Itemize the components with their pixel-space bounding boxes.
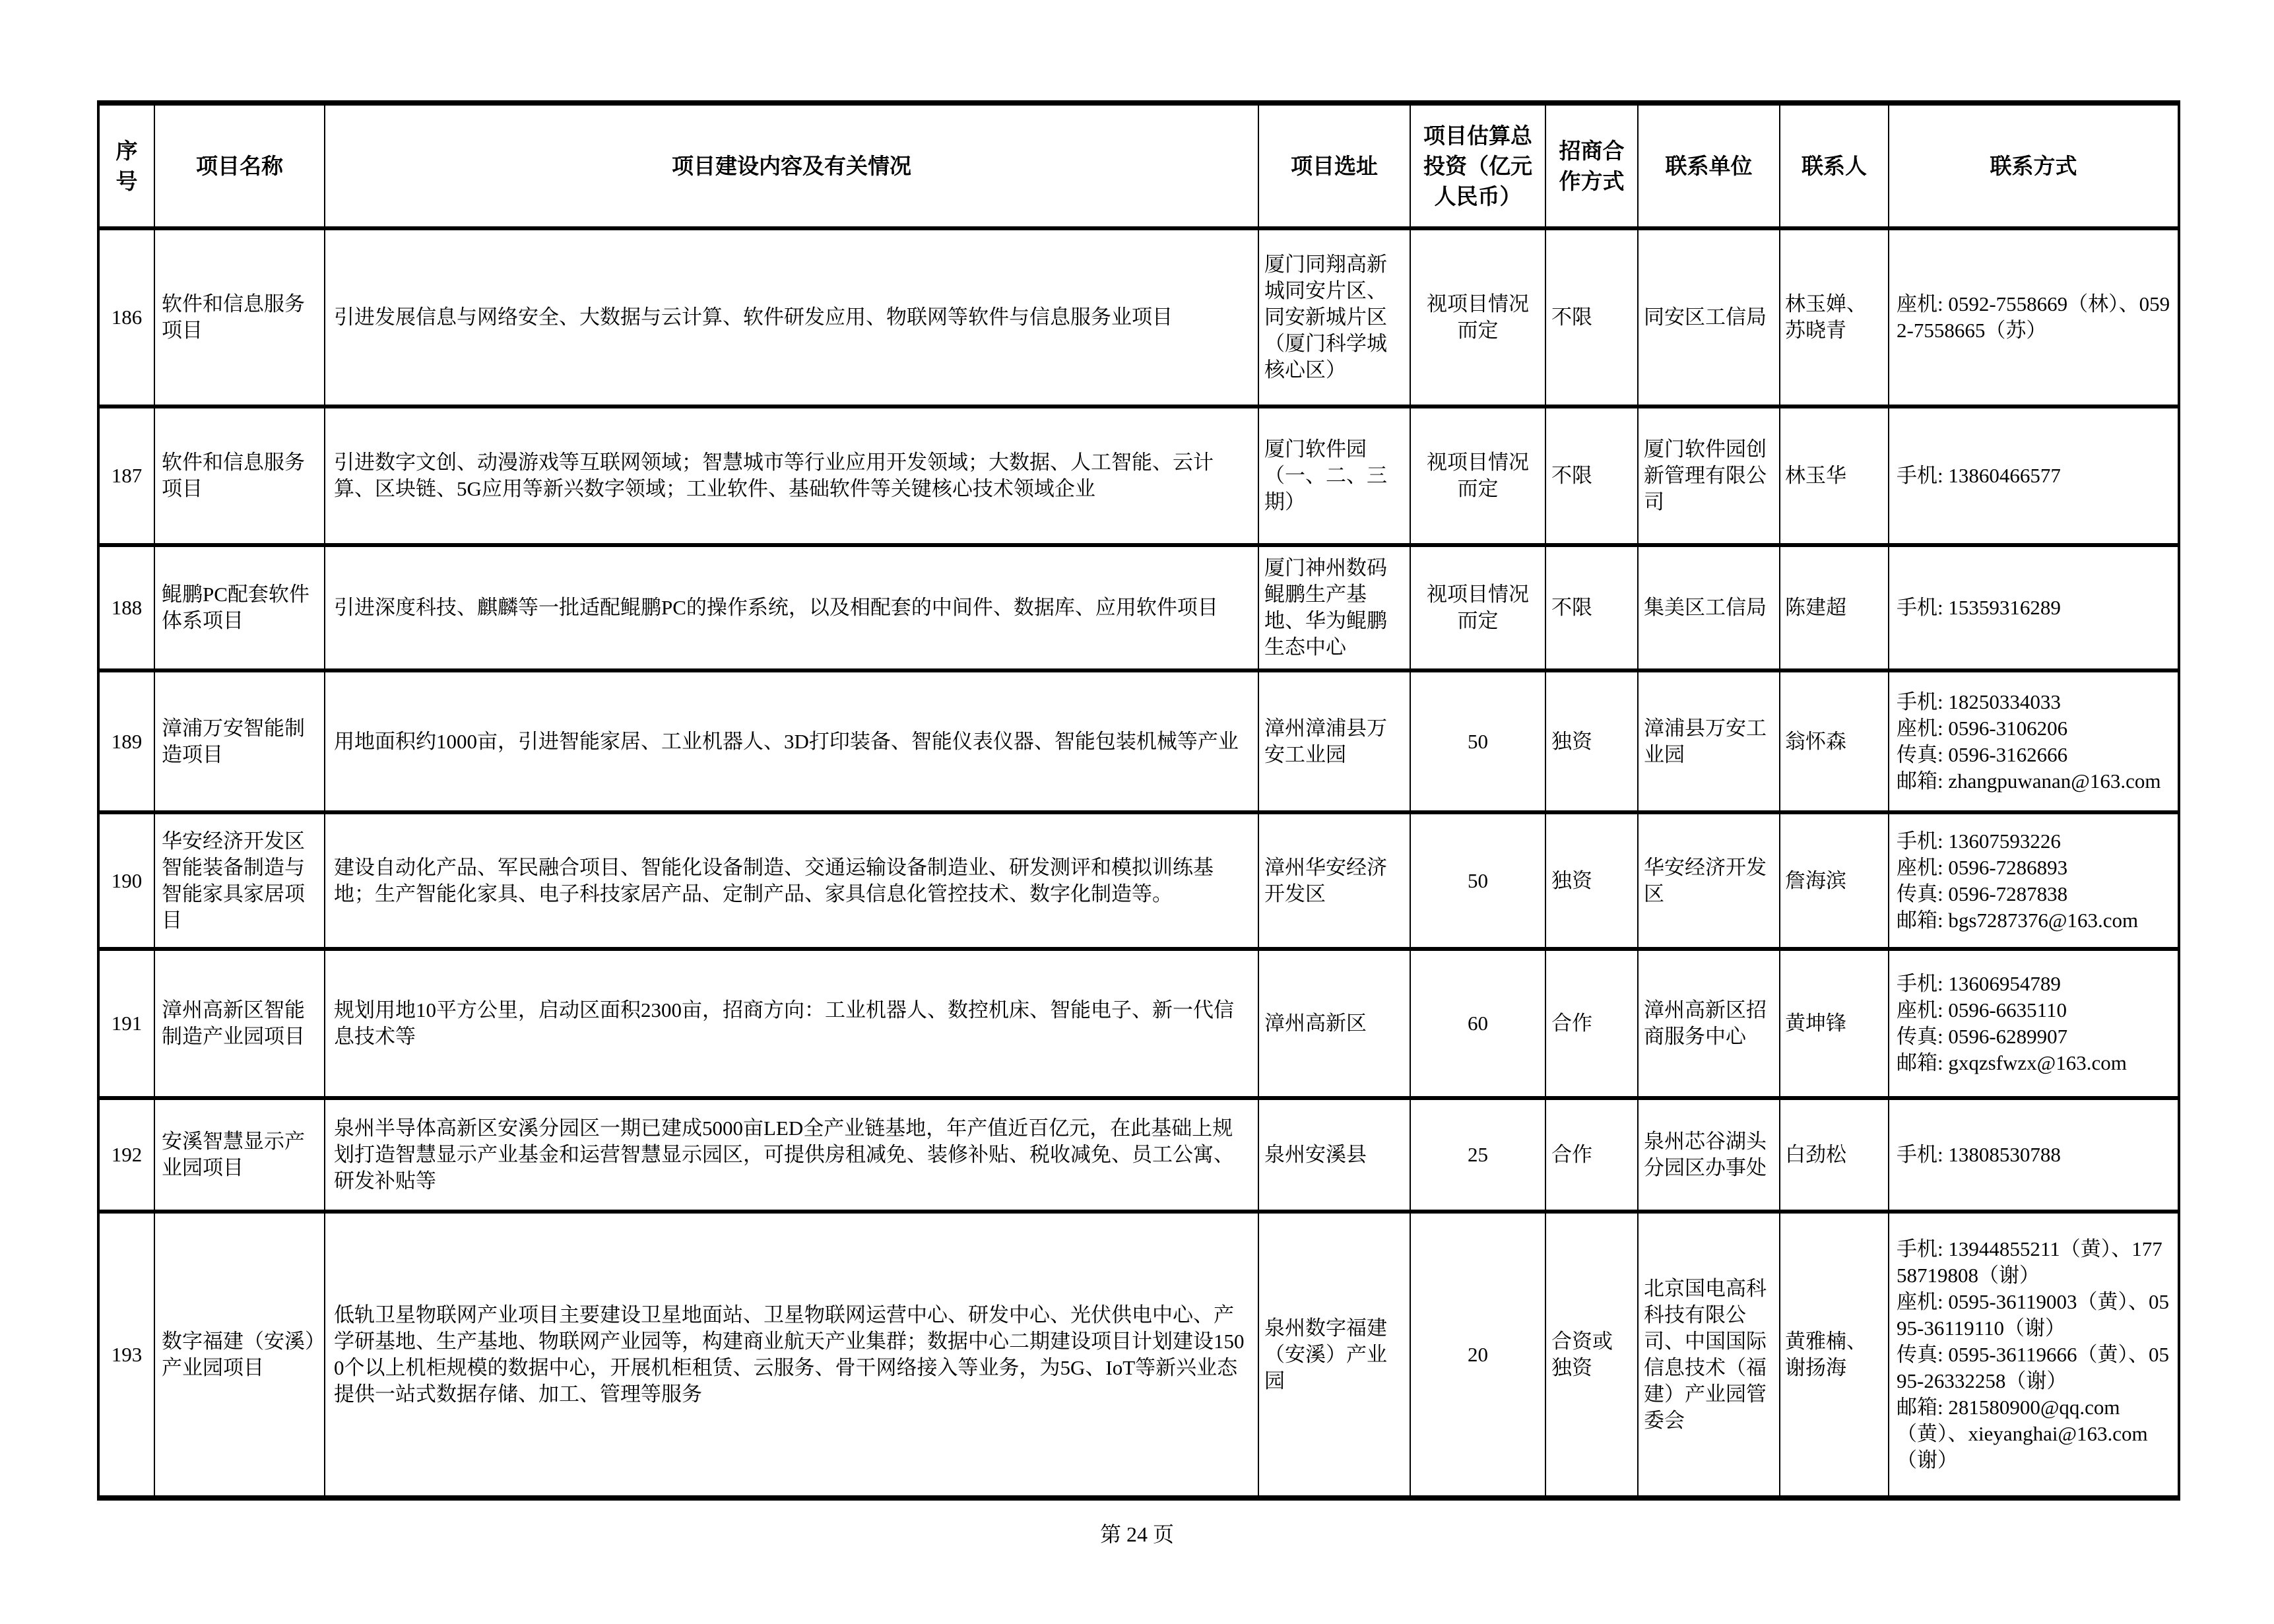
header-content: 项目建设内容及有关情况: [325, 103, 1258, 228]
cell-name: 华安经济开发区智能装备制造与智能家具家居项目: [154, 812, 325, 949]
cell-cooperation: 不限: [1545, 406, 1638, 545]
cell-content: 引进数字文创、动漫游戏等互联网领域；智慧城市等行业应用开发领域；大数据、人工智能、云计算、区块链、5G应用等新兴数字领域；工业软件、基础软件等关键核心技术领域企业: [325, 406, 1258, 545]
cell-info: [1889, 228, 2179, 406]
table-row: [98, 228, 2179, 406]
cell-no: 189: [98, 670, 154, 812]
cell-investment: 60: [1410, 949, 1545, 1098]
cell-location: 漳州漳浦县万安工业园: [1258, 670, 1410, 812]
contact-line: 手机: 13944855211（黄）、17758719808（谢）: [1897, 1237, 2162, 1287]
header-info: 联系方式: [1889, 103, 2179, 228]
cell-content: 低轨卫星物联网产业项目主要建设卫星地面站、卫星物联网运营中心、研发中心、光伏供电中心、产学研基地、生产基地、物联网产业园等，构建商业航天产业集群；数据中心二期建设项目计划建设1500个以上机柜规模的数据中心，开展机柜租赁、云服务、骨干网络接入等业务，为5G、IoT等新兴业态提供一站式数据存储、加工、管理等服务: [325, 1212, 1258, 1498]
cell-content: 用地面积约1000亩，引进智能家居、工业机器人、3D打印装备、智能仪表仪器、智能包装机械等产业: [325, 670, 1258, 812]
cell-unit: 漳浦县万安工业园: [1638, 670, 1780, 812]
cell-cooperation: 不限: [1545, 545, 1638, 670]
table-body: [98, 228, 2179, 1498]
cell-contact: 陈建超: [1780, 545, 1889, 670]
cell-name: 软件和信息服务项目: [154, 228, 325, 406]
contact-line: 手机: 15359316289: [1897, 596, 2061, 619]
header-location: 项目选址: [1258, 103, 1410, 228]
header-name: 项目名称: [154, 103, 325, 228]
contact-line: 手机: 13860466577: [1897, 464, 2061, 487]
cell-info: [1889, 812, 2179, 949]
cell-location: 泉州安溪县: [1258, 1098, 1410, 1212]
cell-unit: 北京国电高科科技有限公司、中国国际信息技术（福建）产业园管委会: [1638, 1212, 1780, 1498]
cell-contact: 林玉华: [1780, 406, 1889, 545]
cell-info: [1889, 670, 2179, 812]
cell-contact: 白劲松: [1780, 1098, 1889, 1212]
cell-investment: 25: [1410, 1098, 1545, 1212]
cell-no: 187: [98, 406, 154, 545]
cell-contact: 翁怀森: [1780, 670, 1889, 812]
cell-unit: 漳州高新区招商服务中心: [1638, 949, 1780, 1098]
cell-unit: 同安区工信局: [1638, 228, 1780, 406]
contact-line: 座机: 0596-7286893: [1897, 855, 2068, 879]
table-row: [98, 670, 2179, 812]
cell-investment: 视项目情况而定: [1410, 228, 1545, 406]
cell-investment: 50: [1410, 670, 1545, 812]
cell-no: 190: [98, 812, 154, 949]
cell-no: 192: [98, 1098, 154, 1212]
table-row: [98, 406, 2179, 545]
cell-cooperation: 不限: [1545, 228, 1638, 406]
header-contact: 联系人: [1780, 103, 1889, 228]
cell-no: 188: [98, 545, 154, 670]
cell-investment: 视项目情况而定: [1410, 406, 1545, 545]
cell-no: 191: [98, 949, 154, 1098]
cell-location: 泉州数字福建（安溪）产业园: [1258, 1212, 1410, 1498]
cell-name: 鲲鹏PC配套软件体系项目: [154, 545, 325, 670]
header-investment: 项目估算总投资（亿元人民币）: [1410, 103, 1545, 228]
cell-name: 数字福建（安溪）产业园项目: [154, 1212, 325, 1498]
investment-project-table: [97, 100, 2180, 1501]
contact-line: 手机: 13607593226: [1897, 829, 2061, 853]
contact-line: 传真: 0596-7287838: [1897, 882, 2068, 905]
cell-info: [1889, 949, 2179, 1098]
cell-content: 建设自动化产品、军民融合项目、智能化设备制造、交通运输设备制造业、研发测评和模拟训练基地；生产智能化家具、电子科技家居产品、定制产品、家具信息化管控技术、数字化制造等。: [325, 812, 1258, 949]
contact-line: 座机: 0596-6635110: [1897, 998, 2067, 1022]
cell-location: 厦门神州数码鲲鹏生产基地、华为鲲鹏生态中心: [1258, 545, 1410, 670]
contact-line: 传真: 0596-6289907: [1897, 1025, 2068, 1048]
cell-name: 漳州高新区智能制造产业园项目: [154, 949, 325, 1098]
cell-contact: 黄坤锋: [1780, 949, 1889, 1098]
cell-contact: 詹海滨: [1780, 812, 1889, 949]
table-header-row: [98, 103, 2179, 228]
contact-line: 手机: 18250334033: [1897, 690, 2061, 713]
contact-line: 邮箱: zhangpuwanan@163.com: [1897, 769, 2161, 793]
table-row: [98, 545, 2179, 670]
cell-contact: 林玉婵、苏晓青: [1780, 228, 1889, 406]
contact-line: 邮箱: bgs7287376@163.com: [1897, 908, 2139, 932]
cell-investment: 20: [1410, 1212, 1545, 1498]
page-number: 第 24 页: [1099, 1522, 1174, 1546]
table-row: [98, 1212, 2179, 1498]
table-row: [98, 812, 2179, 949]
cell-name: 安溪智慧显示产业园项目: [154, 1098, 325, 1212]
cell-cooperation: 合作: [1545, 1098, 1638, 1212]
cell-unit: 厦门软件园创新管理有限公司: [1638, 406, 1780, 545]
cell-unit: 华安经济开发区: [1638, 812, 1780, 949]
contact-line: 座机: 0592-7558669（林）、0592-7558665（苏）: [1897, 292, 2170, 342]
contact-line: 手机: 13606954789: [1897, 972, 2061, 995]
cell-cooperation: 合作: [1545, 949, 1638, 1098]
cell-info: [1889, 1212, 2179, 1498]
cell-contact: 黄雅楠、谢扬海: [1780, 1212, 1889, 1498]
cell-content: 泉州半导体高新区安溪分园区一期已建成5000亩LED全产业链基地，年产值近百亿元，在此基础上规划打造智慧显示产业基金和运营智慧显示园区，可提供房租减免、装修补贴、税收减免、员工公寓、研发补贴等: [325, 1098, 1258, 1212]
cell-location: 厦门同翔高新城同安片区、同安新城片区（厦门科学城核心区）: [1258, 228, 1410, 406]
contact-line: 邮箱: 281580900@qq.com（黄）、xieyanghai@163.com（谢）: [1897, 1395, 2148, 1472]
header-no: 序号: [98, 103, 154, 228]
header-cooperation: 招商合作方式: [1545, 103, 1638, 228]
cell-unit: 泉州芯谷湖头分园区办事处: [1638, 1098, 1780, 1212]
contact-line: 传真: 0595-36119666（黄）、0595-26332258（谢）: [1897, 1342, 2170, 1392]
cell-cooperation: 独资: [1545, 670, 1638, 812]
header-unit: 联系单位: [1638, 103, 1780, 228]
contact-line: 座机: 0595-36119003（黄）、0595-36119110（谢）: [1897, 1289, 2170, 1340]
cell-info: [1889, 1098, 2179, 1212]
cell-cooperation: 独资: [1545, 812, 1638, 949]
contact-line: 邮箱: gxqzsfwzx@163.com: [1897, 1051, 2127, 1074]
cell-info: [1889, 406, 2179, 545]
cell-location: 厦门软件园（一、二、三期）: [1258, 406, 1410, 545]
contact-line: 传真: 0596-3162666: [1897, 742, 2068, 766]
cell-name: 软件和信息服务项目: [154, 406, 325, 545]
cell-content: 规划用地10平方公里，启动区面积2300亩，招商方向：工业机器人、数控机床、智能电子、新一代信息技术等: [325, 949, 1258, 1098]
table-row: [98, 1098, 2179, 1212]
cell-no: 186: [98, 228, 154, 406]
cell-unit: 集美区工信局: [1638, 545, 1780, 670]
cell-location: 漳州华安经济开发区: [1258, 812, 1410, 949]
cell-info: [1889, 545, 2179, 670]
contact-line: 手机: 13808530788: [1897, 1143, 2061, 1166]
cell-no: 193: [98, 1212, 154, 1498]
cell-content: 引进深度科技、麒麟等一批适配鲲鹏PC的操作系统，以及相配套的中间件、数据库、应用软件项目: [325, 545, 1258, 670]
cell-location: 漳州高新区: [1258, 949, 1410, 1098]
cell-cooperation: 合资或独资: [1545, 1212, 1638, 1498]
table-row: [98, 949, 2179, 1098]
cell-name: 漳浦万安智能制造项目: [154, 670, 325, 812]
cell-investment: 视项目情况而定: [1410, 545, 1545, 670]
cell-content: 引进发展信息与网络安全、大数据与云计算、软件研发应用、物联网等软件与信息服务业项目: [325, 228, 1258, 406]
cell-investment: 50: [1410, 812, 1545, 949]
contact-line: 座机: 0596-3106206: [1897, 716, 2068, 740]
